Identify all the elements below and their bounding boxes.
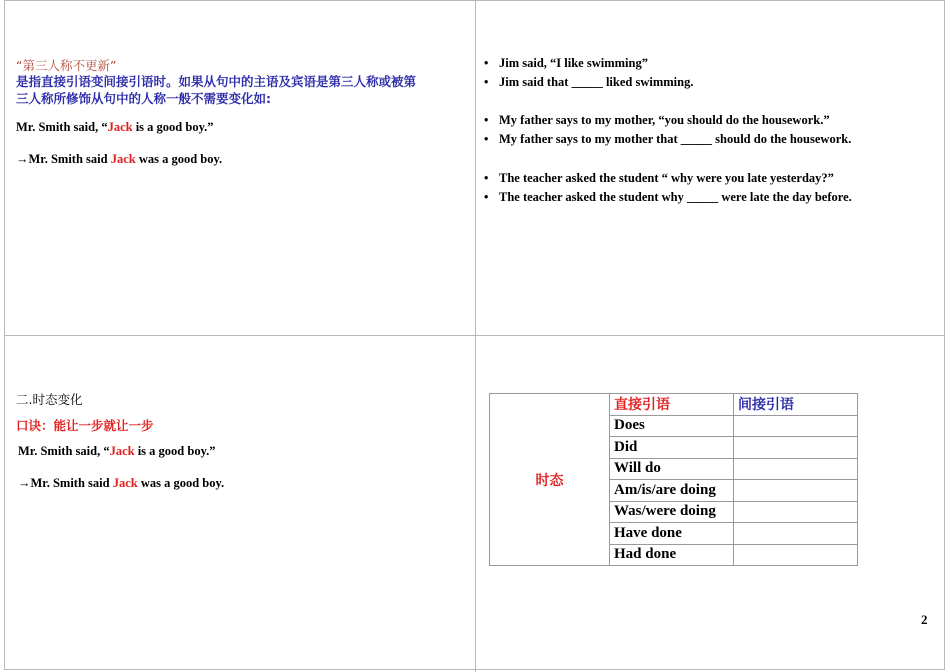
indirect-tense-cell	[734, 458, 858, 480]
example-direct-suffix: is a good boy.”	[132, 120, 214, 134]
example2-indirect-suffix: was a good boy.	[137, 476, 225, 490]
example-indirect-suffix: was a good boy.	[135, 152, 223, 166]
horizontal-divider	[4, 335, 945, 336]
example-indirect-prefix: →Mr. Smith said	[16, 152, 111, 166]
example2-indirect-prefix: →Mr. Smith said	[18, 476, 113, 490]
example-direct-name: Jack	[107, 120, 133, 134]
example2-direct-prefix: Mr. Smith said, “	[18, 444, 110, 458]
example2-indirect-quote	[18, 476, 224, 491]
mnemonic: 口诀：能让一步就让一步	[16, 418, 154, 433]
indirect-tense-cell	[734, 544, 858, 566]
indirect-tense-cell	[734, 437, 858, 459]
exercise-item: • My father says to my mother, “you should do the housework.”	[484, 113, 830, 127]
example2-indirect-name: Jack	[112, 476, 138, 490]
tense-table	[489, 393, 858, 566]
exercise-item: • The teacher asked the student “ why were you late yesterday?”	[484, 171, 834, 185]
exercise-item: • Jim said that _____ liked swimming.	[484, 75, 694, 89]
header-indirect: 间接引语	[734, 394, 858, 416]
direct-tense-cell: Does	[610, 415, 734, 437]
vertical-divider	[475, 0, 476, 672]
indirect-tense-cell	[734, 480, 858, 502]
direct-tense-cell: Did	[610, 437, 734, 459]
header-direct: 直接引语	[610, 394, 734, 416]
indirect-tense-cell	[734, 523, 858, 545]
example2-direct-quote	[18, 444, 216, 459]
rule-title: “第三人称不更新”	[16, 58, 117, 73]
example-indirect-quote	[16, 152, 222, 167]
exercise-item: • My father says to my mother that _____ should do the housework.	[484, 132, 852, 146]
direct-tense-cell: Am/is/are doing	[610, 480, 734, 502]
direct-tense-cell: Was/were doing	[610, 501, 734, 523]
direct-tense-cell: Had done	[610, 544, 734, 566]
example-direct-quote	[16, 120, 214, 135]
rule-line-1: 是指直接引语变间接引语时。如果从句中的主语及宾语是第三人称或被第	[16, 74, 417, 89]
exercise-group-1	[484, 54, 693, 92]
section-title: 二.时态变化	[16, 392, 83, 407]
indirect-tense-cell	[734, 415, 858, 437]
example2-direct-suffix: is a good boy.”	[134, 444, 216, 458]
example2-direct-name: Jack	[109, 444, 135, 458]
example-indirect-name: Jack	[110, 152, 136, 166]
direct-tense-cell: Have done	[610, 523, 734, 545]
example-direct-prefix: Mr. Smith said, “	[16, 120, 108, 134]
exercise-group-2	[484, 111, 851, 149]
indirect-tense-cell	[734, 501, 858, 523]
exercise-item: • The teacher asked the student why _____ were late the day before.	[484, 190, 852, 204]
tense-row-label: 时态	[490, 394, 610, 566]
direct-tense-cell: Will do	[610, 458, 734, 480]
page-number: 2	[921, 612, 928, 627]
rule-line-2: 三人称所修饰从句中的人称一般不需要变化如:	[16, 91, 271, 106]
exercise-group-3	[484, 169, 852, 207]
exercise-item: • Jim said, “I like swimming”	[484, 56, 648, 70]
table-header-row	[490, 394, 858, 416]
